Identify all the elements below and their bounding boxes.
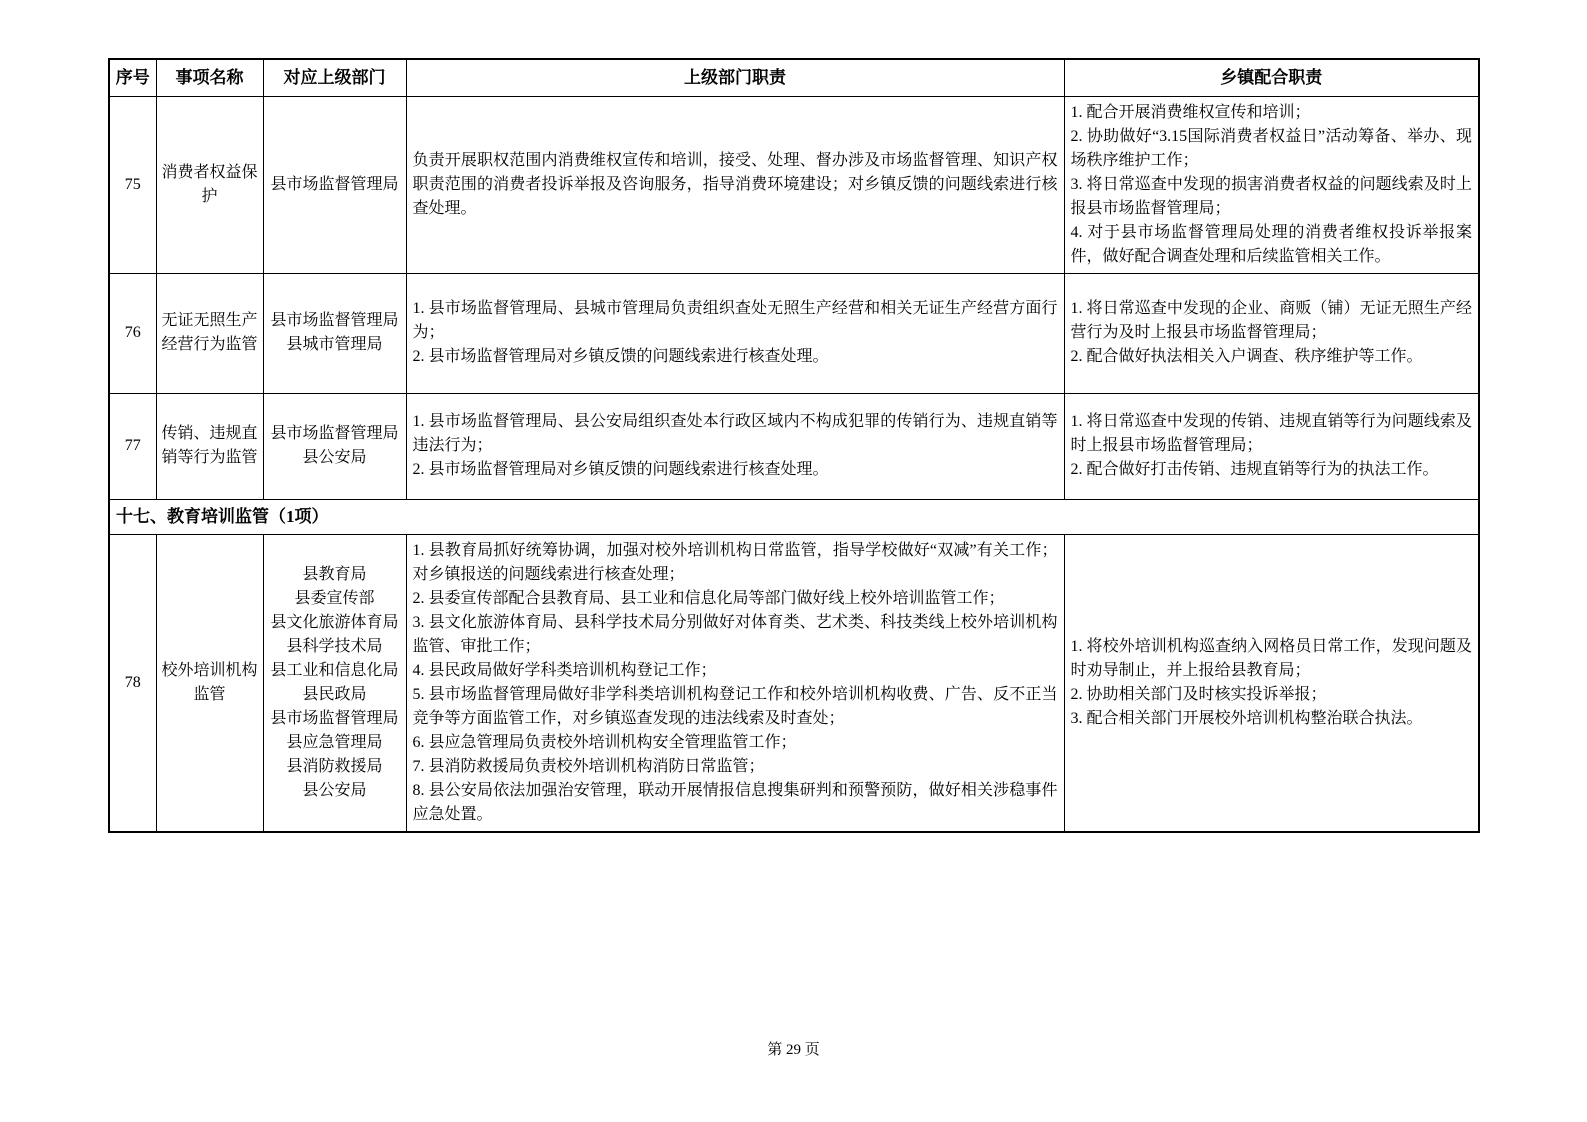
table-row <box>109 96 1479 273</box>
section-header-row <box>109 499 1479 534</box>
cell-item-name: 消费者权益保护 <box>156 96 263 273</box>
duty-paragraph: 2. 县委宣传部配合县教育局、县工业和信息化局等部门做好线上校外培训监管工作； <box>412 589 1005 607</box>
department-line: 县消防救援局 <box>286 757 383 775</box>
duty-paragraph: 负责开展职权范围内消费维权宣传和培训，接受、处理、督办涉及市场监督管理、知识产权职责范围的消费者投诉举报及咨询服务，指导消费环境建设；对乡镇反馈的问题线索进行核查处理。 <box>412 151 1058 217</box>
department-line: 县委宣传部 <box>294 589 375 607</box>
duty-paragraph: 1. 将校外培训机构巡查纳入网格员日常工作，发现问题及时劝导制止，并上报给县教育局； <box>1070 637 1472 679</box>
table-row <box>109 534 1479 832</box>
header-superior-duties: 上级部门职责 <box>406 59 1064 96</box>
cell-serial-number: 77 <box>109 393 156 499</box>
table-row <box>109 393 1479 499</box>
department-line: 县应急管理局 <box>286 733 383 751</box>
cell-serial-number: 78 <box>109 534 156 832</box>
header-superior-department: 对应上级部门 <box>263 59 406 96</box>
cell-township-duties <box>1064 534 1479 832</box>
cell-superior-departments <box>263 96 406 273</box>
duty-paragraph: 4. 县民政局做好学科类培训机构登记工作； <box>412 661 717 679</box>
department-line: 县市场监督管理局 <box>270 312 399 329</box>
cell-superior-departments <box>263 273 406 393</box>
cell-township-duties <box>1064 96 1479 273</box>
duty-paragraph: 3. 将日常巡查中发现的损害消费者权益的问题线索及时上报县市场监督管理局； <box>1070 175 1472 217</box>
cell-township-duties <box>1064 393 1479 499</box>
duty-paragraph: 1. 将日常巡查中发现的传销、违规直销等行为问题线索及时上报县市场监督管理局； <box>1070 413 1472 454</box>
department-line: 县民政局 <box>302 685 367 703</box>
duty-paragraph: 1. 县教育局抓好统筹协调，加强对校外培训机构日常监管，指导学校做好“双减”有关工作；对乡镇报送的问题线索进行核查处理； <box>412 541 1058 583</box>
duty-paragraph: 2. 协助相关部门及时核实投诉举报； <box>1070 685 1327 703</box>
cell-superior-departments <box>263 393 406 499</box>
page-number: 第 29 页 <box>767 1042 820 1058</box>
duty-paragraph: 8. 县公安局依法加强治安管理，联动开展情报信息搜集研判和预警预防，做好相关涉稳事件应急处置。 <box>412 781 1058 823</box>
cell-superior-duties <box>406 393 1064 499</box>
cell-serial-number: 75 <box>109 96 156 273</box>
duty-paragraph: 1. 县市场监督管理局、县城市管理局负责组织查处无照生产经营和相关无证生产经营方面行为； <box>412 300 1058 341</box>
cell-township-duties <box>1064 273 1479 393</box>
duty-paragraph: 3. 配合相关部门开展校外培训机构整治联合执法。 <box>1070 709 1423 727</box>
duty-paragraph: 2. 配合做好执法相关入户调查、秩序维护等工作。 <box>1070 348 1423 365</box>
department-line: 县科学技术局 <box>286 637 383 655</box>
duty-paragraph: 1. 配合开展消费维权宣传和培训； <box>1070 103 1311 121</box>
duty-paragraph: 4. 对于县市场监督管理局处理的消费者维权投诉举报案件，做好配合调查处理和后续监管相关工作。 <box>1070 223 1472 265</box>
table-header-row <box>109 59 1479 96</box>
duty-paragraph: 2. 配合做好打击传销、违规直销等行为的执法工作。 <box>1070 461 1439 478</box>
duty-paragraph: 7. 县消防救援局负责校外培训机构消防日常监管； <box>412 757 765 775</box>
department-line: 县市场监督管理局 <box>270 175 399 193</box>
duty-paragraph: 1. 将日常巡查中发现的企业、商贩（铺）无证无照生产经营行为及时上报县市场监督管理局； <box>1070 300 1472 341</box>
cell-item-name: 校外培训机构监管 <box>156 534 263 832</box>
department-line: 县文化旅游体育局 <box>270 613 399 631</box>
department-line: 县公安局 <box>302 449 367 466</box>
department-line: 县公安局 <box>302 781 367 799</box>
header-item-name: 事项名称 <box>156 59 263 96</box>
department-line: 县市场监督管理局 <box>270 709 399 727</box>
header-township-duties: 乡镇配合职责 <box>1064 59 1479 96</box>
cell-superior-duties <box>406 96 1064 273</box>
department-line: 县教育局 <box>302 565 367 583</box>
duty-paragraph: 5. 县市场监督管理局做好非学科类培训机构登记工作和校外培训机构收费、广告、反不正当竞争等方面监管工作，对乡镇巡查发现的违法线索及时查处； <box>412 685 1058 727</box>
duty-paragraph: 1. 县市场监督管理局、县公安局组织查处本行政区域内不构成犯罪的传销行为、违规直销等违法行为； <box>412 413 1058 454</box>
cell-superior-departments <box>263 534 406 832</box>
duty-paragraph: 2. 县市场监督管理局对乡镇反馈的问题线索进行核查处理。 <box>412 348 829 365</box>
department-line: 县城市管理局 <box>286 336 383 353</box>
department-line: 县工业和信息化局 <box>270 661 399 679</box>
duty-paragraph: 2. 县市场监督管理局对乡镇反馈的问题线索进行核查处理。 <box>412 461 829 478</box>
department-line: 县市场监督管理局 <box>270 425 399 442</box>
duty-paragraph: 2. 协助做好“3.15国际消费者权益日”活动筹备、举办、现场秩序维护工作； <box>1070 127 1472 169</box>
cell-superior-duties <box>406 534 1064 832</box>
duty-paragraph: 3. 县文化旅游体育局、县科学技术局分别做好对体育类、艺术类、科技类线上校外培训机构监管、审批工作； <box>412 613 1058 655</box>
cell-item-name: 传销、违规直销等行为监管 <box>156 393 263 499</box>
cell-serial-number: 76 <box>109 273 156 393</box>
responsibility-table <box>108 58 1480 833</box>
cell-superior-duties <box>406 273 1064 393</box>
header-serial-number: 序号 <box>109 59 156 96</box>
table-row <box>109 273 1479 393</box>
cell-item-name: 无证无照生产经营行为监管 <box>156 273 263 393</box>
duty-paragraph: 6. 县应急管理局负责校外培训机构安全管理监管工作； <box>412 733 797 751</box>
section-title: 十七、教育培训监管（1项） <box>109 499 1479 534</box>
